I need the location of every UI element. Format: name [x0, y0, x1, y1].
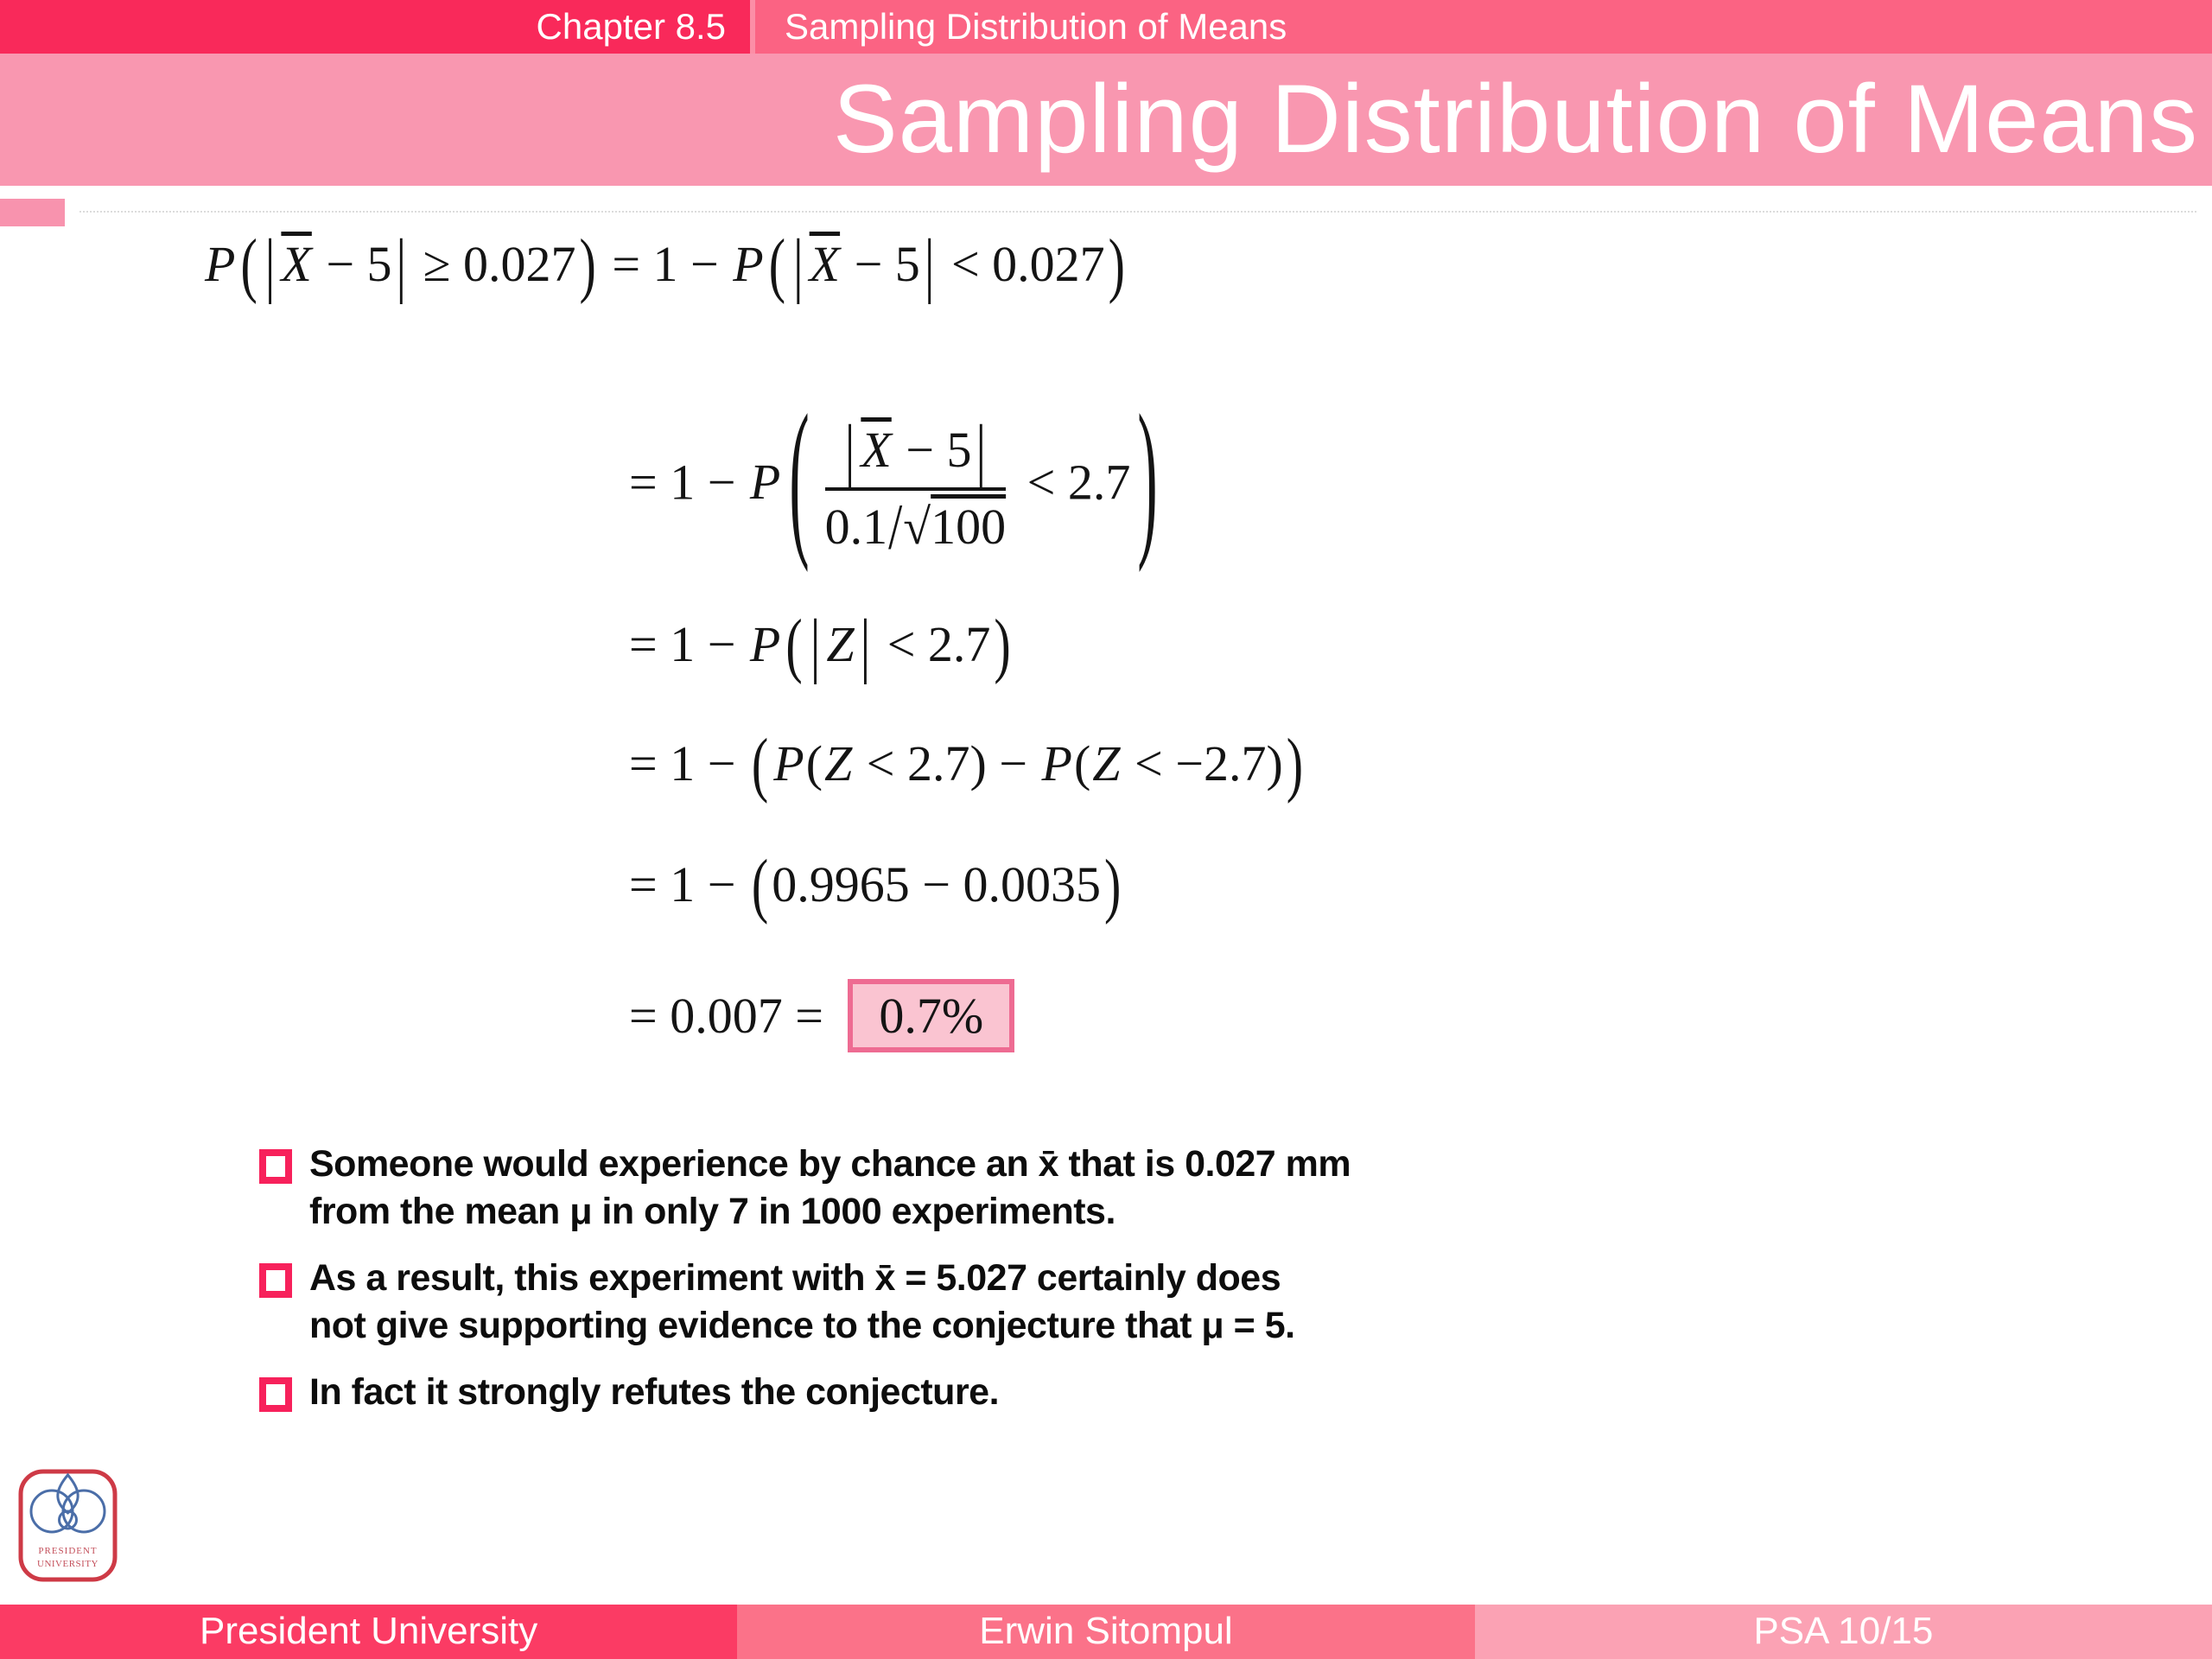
page-title: Sampling Distribution of Means	[0, 54, 2212, 186]
placeholder-dotted-guide	[79, 211, 2196, 213]
accent-bar	[0, 199, 65, 226]
bullet-text: Someone would experience by chance an x̄ that is 0.027 mm from the mean μ in only 7 in 1000 experiments.	[309, 1143, 1351, 1232]
equation-line-5: = 1 − (0.9965 − 0.0035)	[629, 843, 1122, 925]
header-bar	[0, 0, 2212, 54]
university-logo	[17, 1467, 118, 1584]
square-bullet-icon	[259, 1149, 292, 1184]
footer-author: Erwin Sitompul	[737, 1605, 1474, 1659]
bullet-text: As a result, this experiment with x̄ = 5.027 certainly does not give supporting evidence to the conjecture that μ = 5.	[309, 1257, 1295, 1346]
equation-line-6: = 0.007 = 0.7%	[629, 987, 1014, 1045]
chapter-label: Chapter 8.5	[0, 0, 750, 54]
bullet-item	[259, 1255, 1607, 1350]
equation-line-2: = 1 − P ( $\frac{| \overline{X} - 5|}{0.1/√100}$ < 2.7 )	[629, 382, 1158, 575]
section-label: Sampling Distribution of Means	[755, 0, 2212, 54]
equation-line-4: = 1 − ( P(Z < 2.7) − P(Z < −2.7))	[629, 722, 1304, 804]
footer-university: President University	[0, 1605, 737, 1659]
equation-line-3: = 1 − P ( | Z | < 2.7)	[629, 603, 1011, 685]
equation-line-1: P ( | $\overline{X} - 5| \ge 0.027) = 1 - P$ ( | $\overline{X} - 5| < 0.027$)	[205, 223, 1125, 305]
logo-text-line2: UNIVERSITY	[37, 1559, 99, 1569]
logo-text-line1: PRESIDENT	[38, 1546, 98, 1556]
square-bullet-icon	[259, 1377, 292, 1412]
footer-bar	[0, 1605, 2212, 1659]
bullet-item	[259, 1141, 1607, 1236]
bullet-text: In fact it strongly refutes the conjecture.	[309, 1371, 1000, 1413]
logo-flower-icon	[31, 1475, 105, 1532]
bullet-item	[259, 1369, 1607, 1416]
footer-page-number: PSA 10/15	[1475, 1605, 2212, 1659]
square-bullet-icon	[259, 1263, 292, 1298]
bullet-list	[259, 1141, 1607, 1435]
